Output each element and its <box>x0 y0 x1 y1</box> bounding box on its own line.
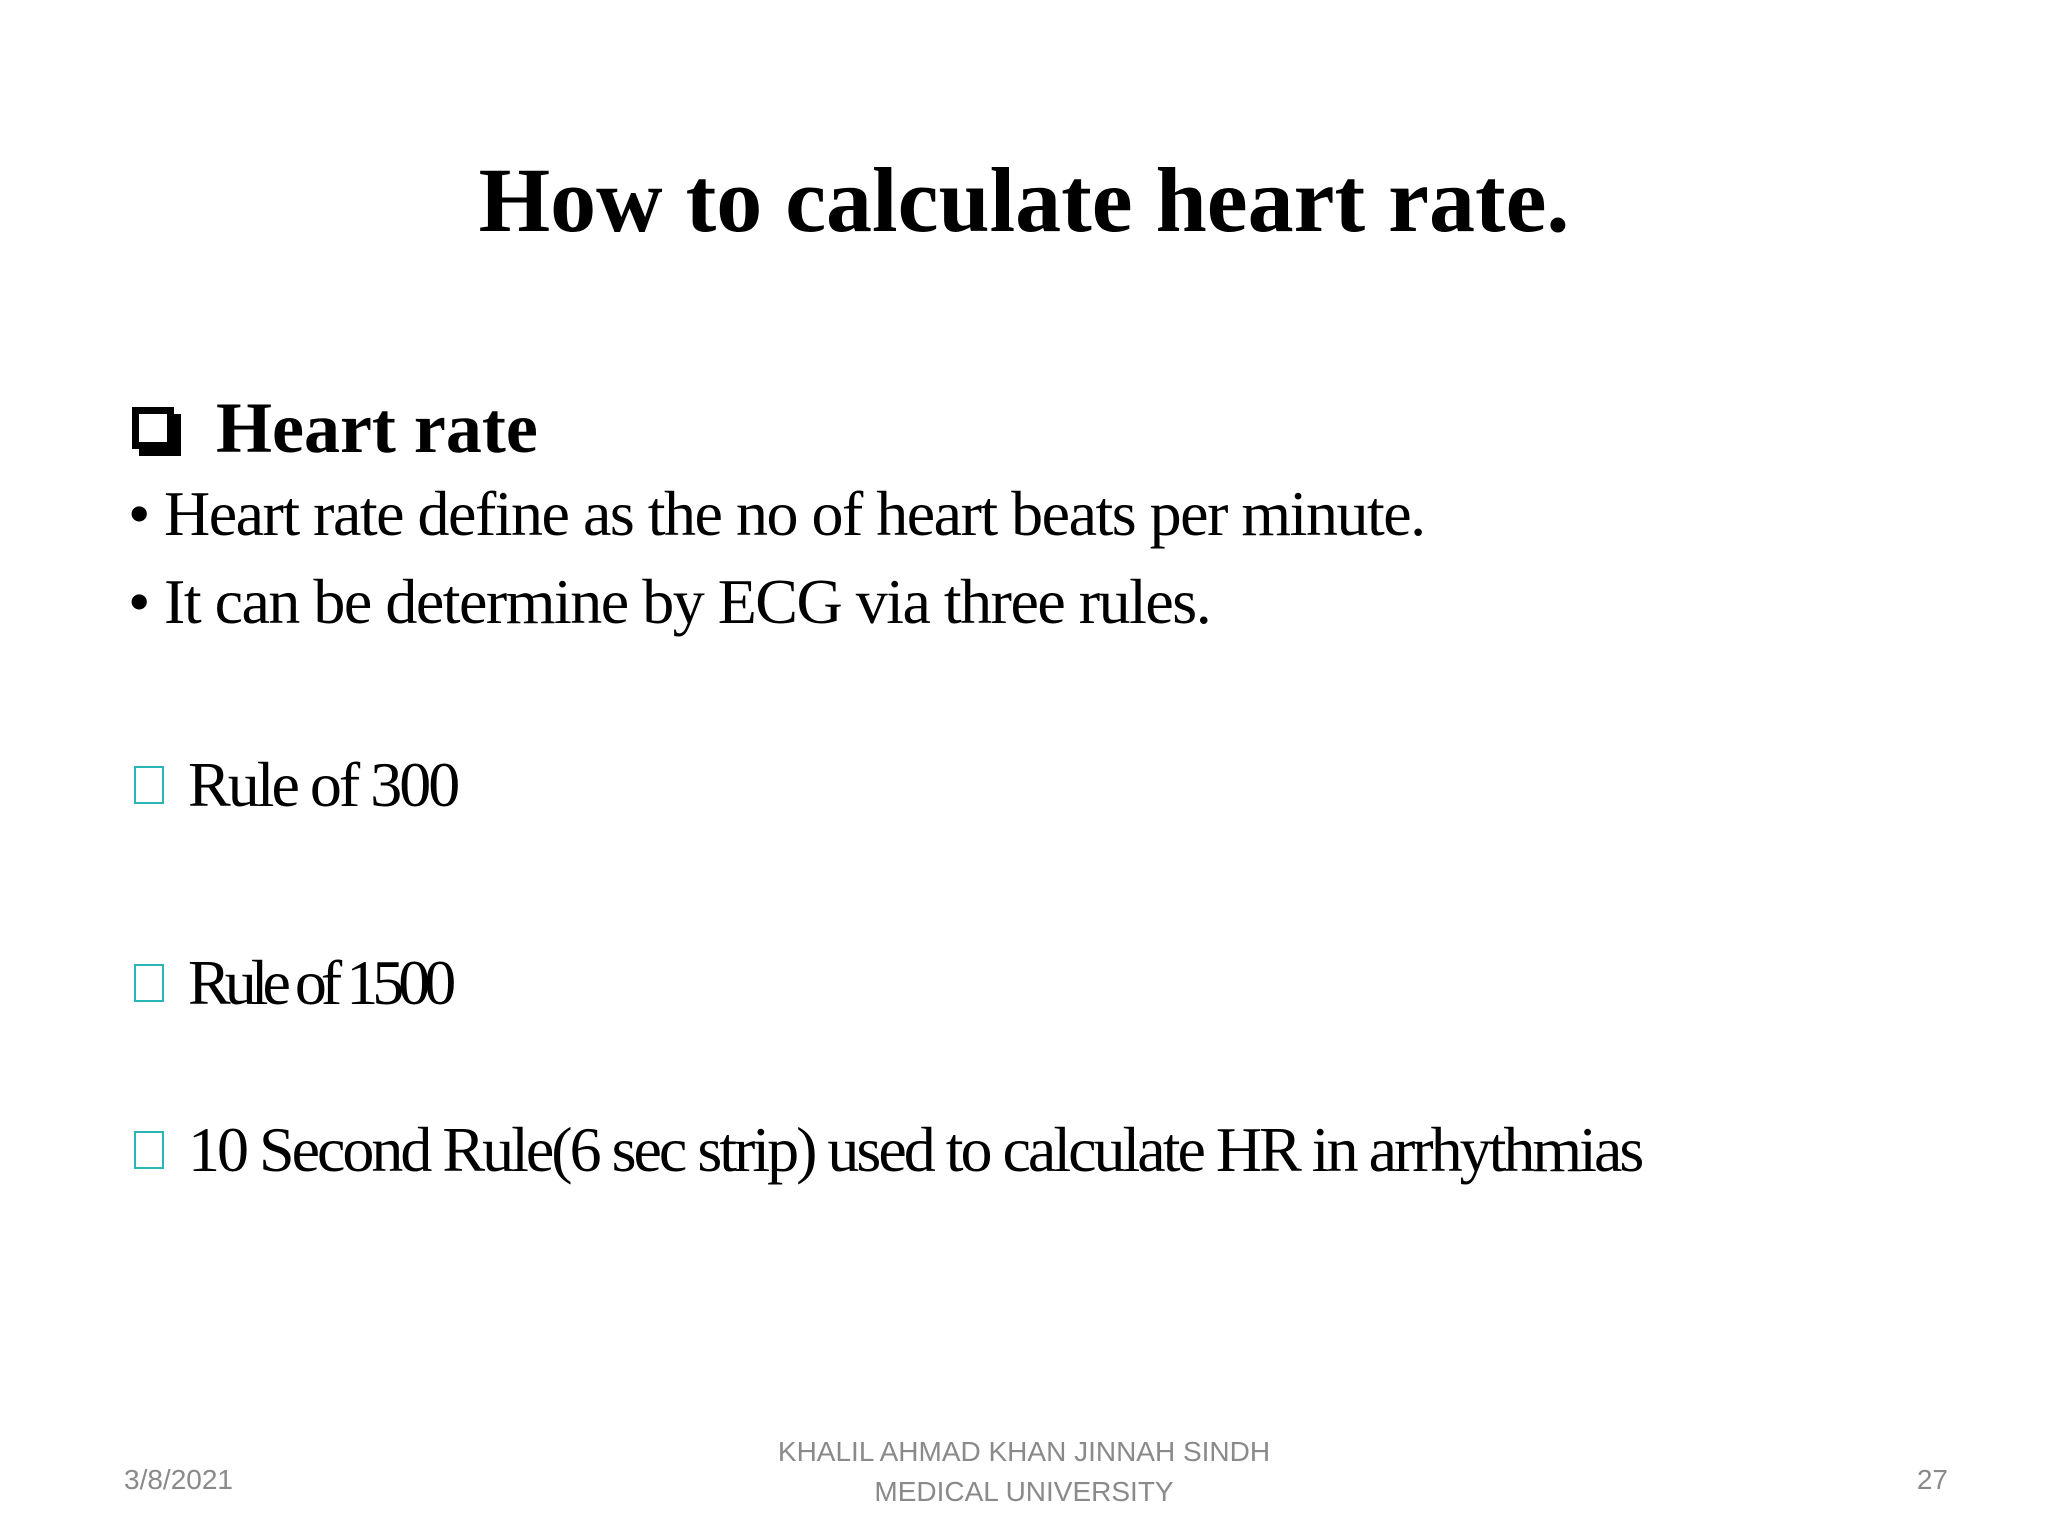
rule-text: 10 Second Rule(6 sec strip) used to calculate HR in arrhythmias <box>188 1114 1642 1185</box>
rule-text: Rule of 300 <box>188 749 458 820</box>
rule-item <box>134 943 450 1023</box>
bullet-dot: • <box>128 566 149 637</box>
bullet-text: It can be determine by ECG via three rules. <box>164 566 1211 637</box>
bullet-dot: • <box>128 478 149 549</box>
rule-item <box>134 745 457 825</box>
rule-text: Rule of 1500 <box>188 947 451 1018</box>
bullet-item <box>128 562 1210 642</box>
bullet-text: Heart rate define as the no of heart beats per minute. <box>164 478 1425 549</box>
empty-box-icon <box>134 766 164 804</box>
bullet-item <box>128 474 1425 554</box>
empty-box-icon <box>134 964 164 1002</box>
section-heading-text: Heart rate <box>216 388 538 468</box>
footer-organization-line-2: MEDICAL UNIVERSITY <box>874 1476 1174 1507</box>
page-number: 27 <box>1916 1464 1948 1495</box>
rule-item <box>134 1110 1641 1190</box>
slide-title: How to calculate heart rate. <box>478 149 1570 251</box>
checkbox-square-icon <box>132 407 174 449</box>
empty-box-icon <box>134 1131 164 1169</box>
footer-date: 3/8/2021 <box>124 1464 233 1495</box>
section-heading <box>132 378 538 478</box>
footer-organization-line-1: KHALIL AHMAD KHAN JINNAH SINDH <box>777 1436 1271 1467</box>
footer-organization <box>724 1432 1324 1512</box>
